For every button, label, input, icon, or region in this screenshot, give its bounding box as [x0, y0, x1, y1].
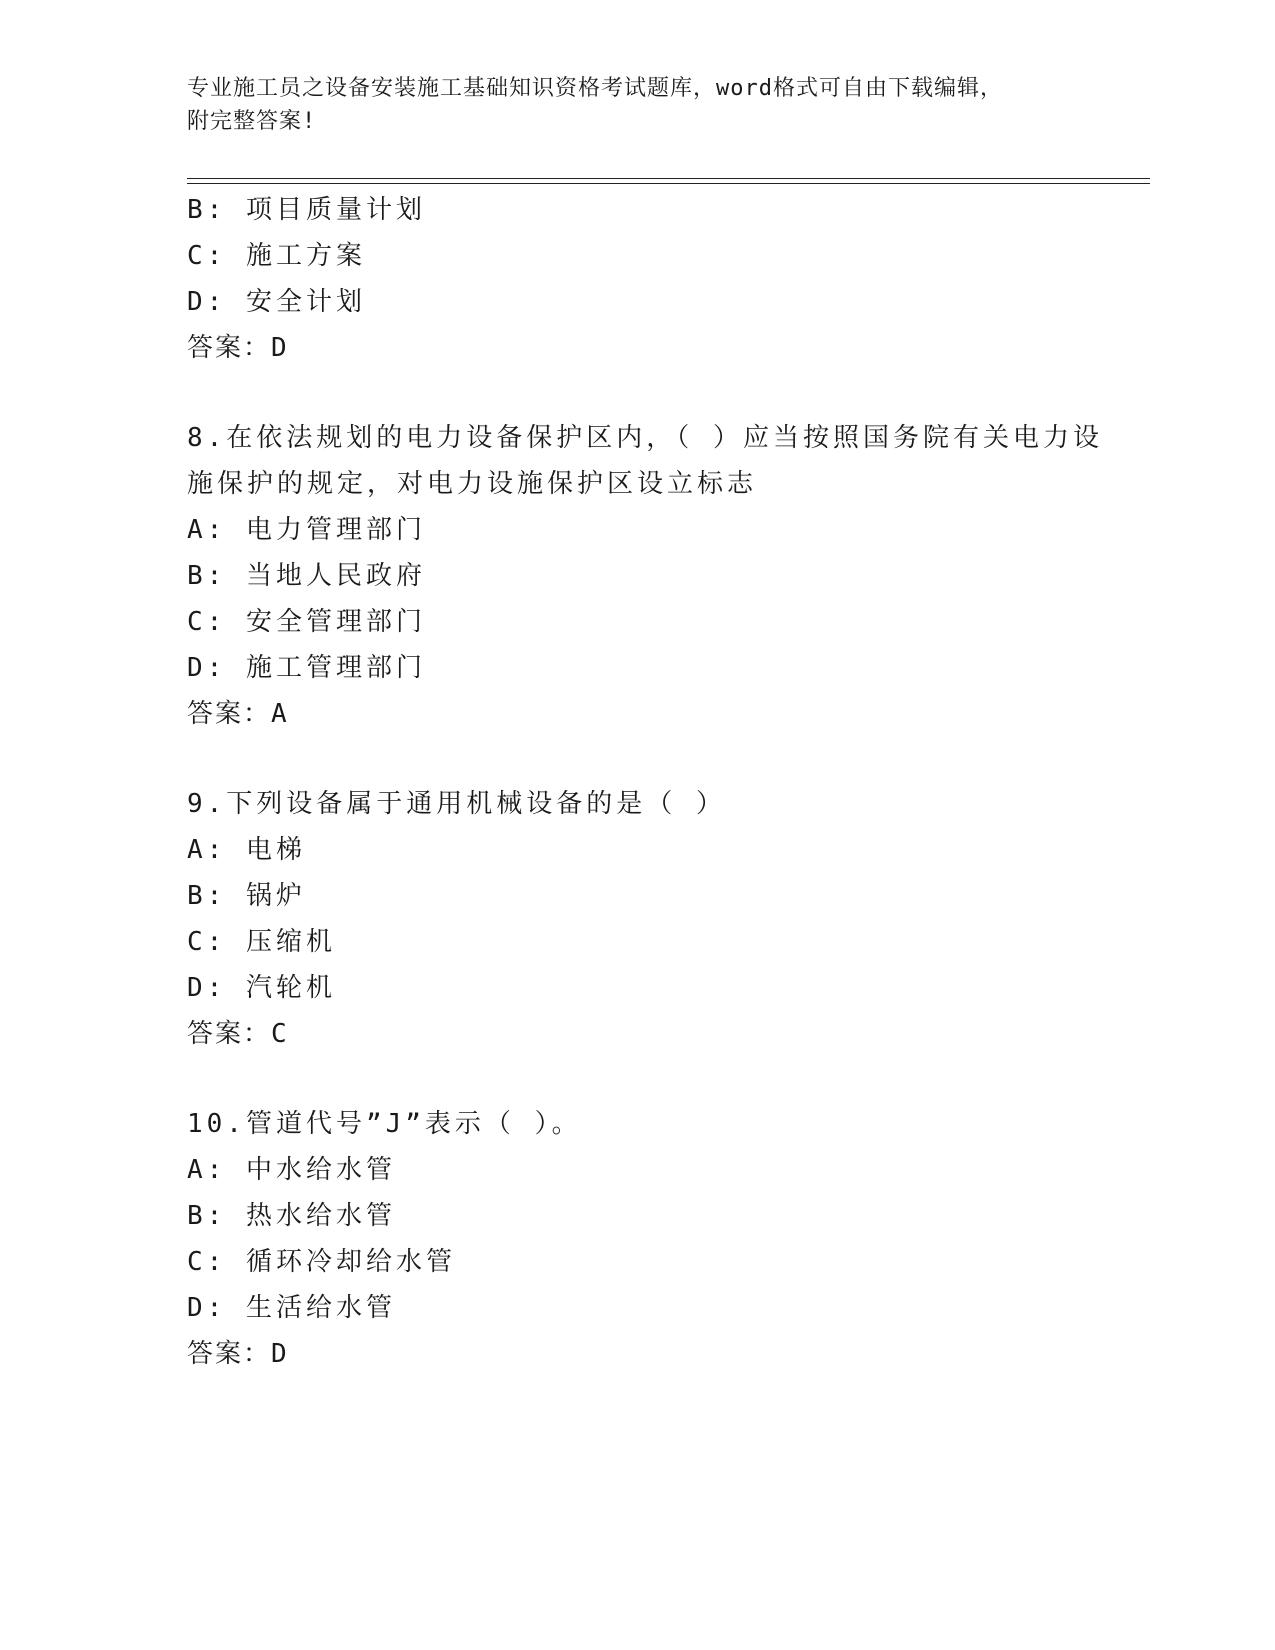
- option-c: C: 压缩机: [187, 927, 336, 957]
- option-a: A: 中水给水管: [187, 1155, 396, 1185]
- header-line-1: 专业施工员之设备安装施工基础知识资格考试题库，word格式可自由下载编辑，: [187, 76, 1003, 101]
- option-d: D: 生活给水管: [187, 1293, 396, 1323]
- option-d: D: 施工管理部门: [187, 653, 426, 683]
- header-line-2: 附完整答案!: [187, 109, 317, 134]
- option-d: D: 安全计划: [187, 287, 366, 317]
- question-10: [187, 1101, 1087, 1377]
- question-stem: 9.下列设备属于通用机械设备的是（ ）: [187, 789, 726, 819]
- document-header: [187, 72, 1087, 138]
- question-stem: 8.在依法规划的电力设备保护区内，（ ）应当按照国务院有关电力设: [187, 423, 1103, 453]
- answer-line: 答案：C: [187, 1019, 289, 1049]
- question-list: [187, 187, 1103, 1377]
- option-b: B: 当地人民政府: [187, 561, 426, 591]
- option-b: B: 锅炉: [187, 881, 306, 911]
- question-9: [187, 781, 1087, 1057]
- question-8: [187, 415, 1103, 737]
- question-stem: 10.管道代号”J”表示（ ）。: [187, 1109, 582, 1139]
- answer-line: 答案：D: [187, 333, 289, 363]
- answer-line: 答案：A: [187, 699, 289, 729]
- option-b: B: 项目质量计划: [187, 195, 426, 225]
- option-c: C: 循环冷却给水管: [187, 1247, 456, 1277]
- spacer: [187, 1057, 1087, 1101]
- answer-line: 答案：D: [187, 1339, 289, 1369]
- option-c: C: 安全管理部门: [187, 607, 426, 637]
- option-a: A: 电梯: [187, 835, 306, 865]
- spacer: [187, 371, 1087, 415]
- question-stem-continued: 施保护的规定，对电力设施保护区设立标志: [187, 469, 758, 499]
- option-d: D: 汽轮机: [187, 973, 336, 1003]
- option-c: C: 施工方案: [187, 241, 366, 271]
- option-a: A: 电力管理部门: [187, 515, 426, 545]
- option-b: B: 热水给水管: [187, 1201, 396, 1231]
- question-7: [187, 187, 1087, 371]
- header-divider-bottom: [187, 183, 1150, 184]
- spacer: [187, 737, 1087, 781]
- header-divider-top: [187, 178, 1150, 179]
